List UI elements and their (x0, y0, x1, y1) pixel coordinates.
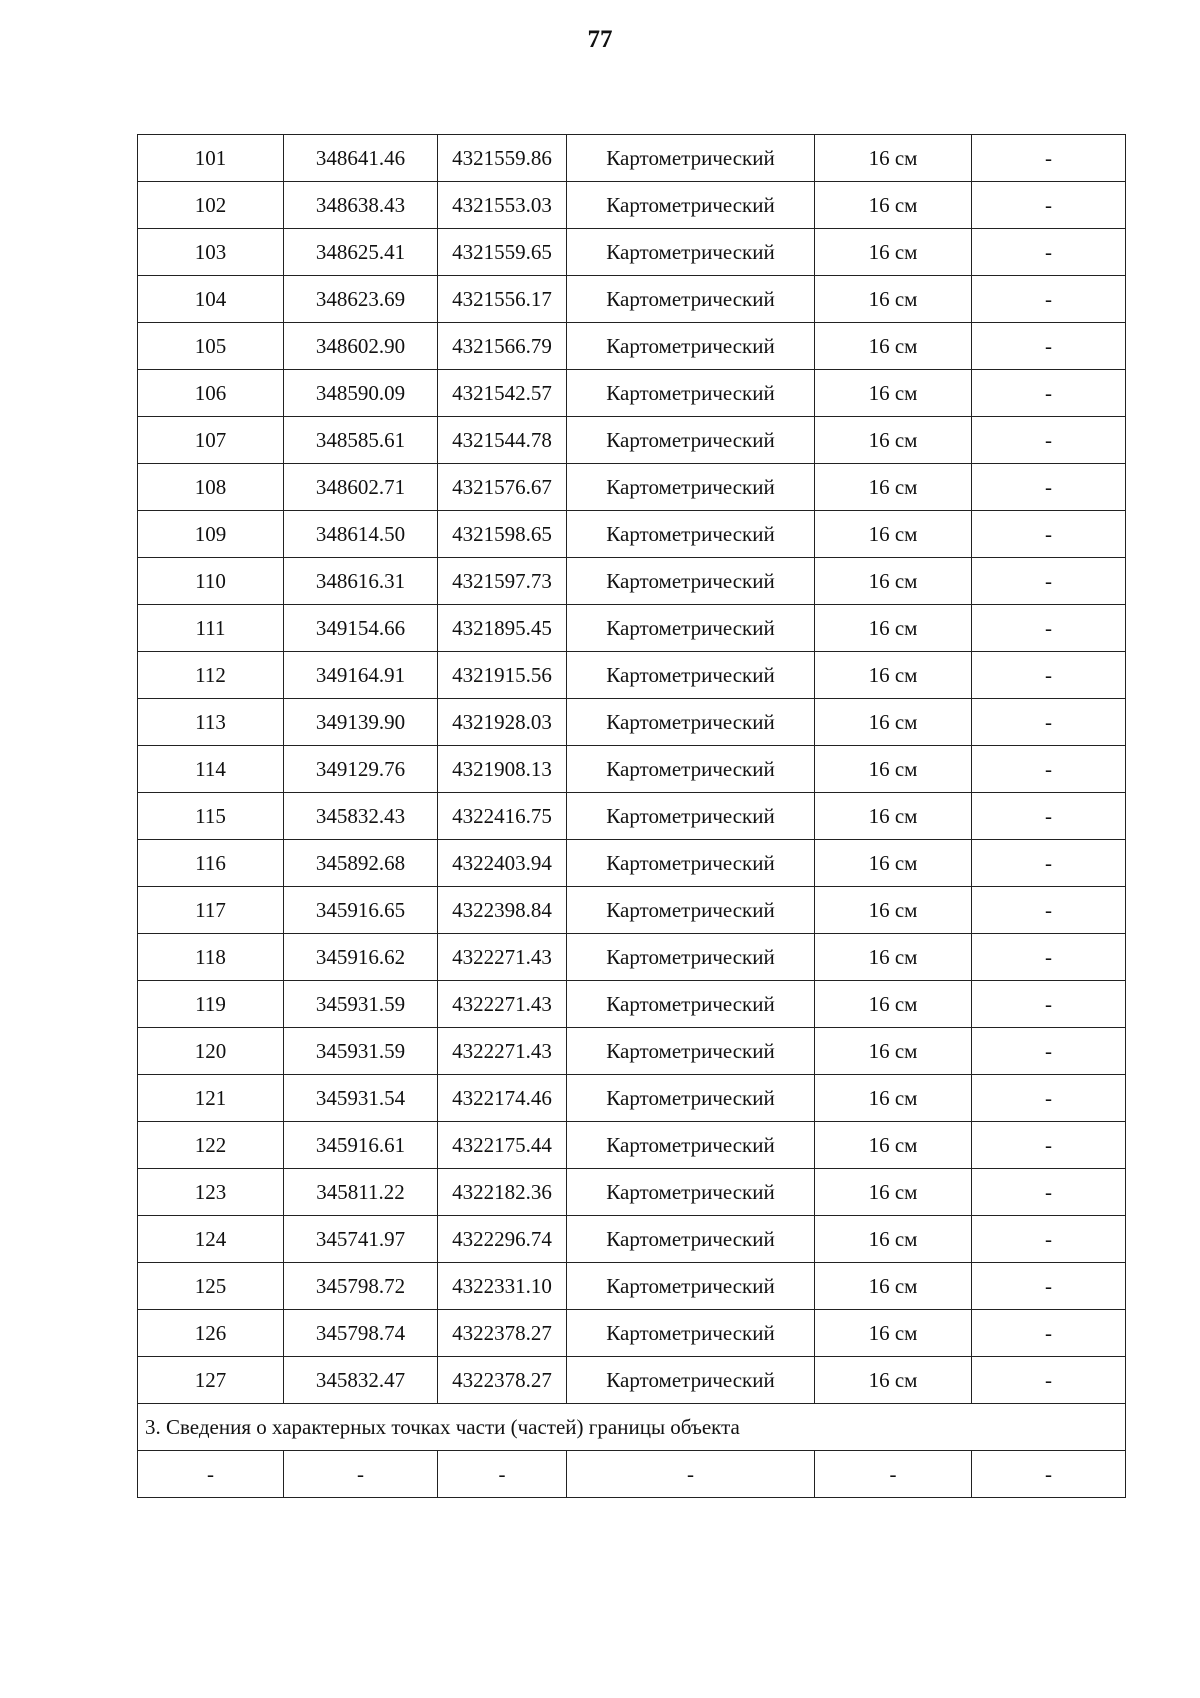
point-number-cell: 127 (138, 1357, 284, 1404)
accuracy-cell: 16 см (815, 652, 972, 699)
y-coordinate-cell: 4321559.65 (438, 229, 567, 276)
x-coordinate-cell: 348602.90 (284, 323, 438, 370)
table-body (138, 135, 1126, 1498)
description-cell: - (972, 1357, 1126, 1404)
method-cell: Картометрический (567, 1216, 815, 1263)
description-cell: - (972, 276, 1126, 323)
method-cell: Картометрический (567, 981, 815, 1028)
accuracy-cell: 16 см (815, 1028, 972, 1075)
accuracy-cell: 16 см (815, 981, 972, 1028)
point-number-cell: 102 (138, 182, 284, 229)
section-title-row (138, 1404, 1126, 1451)
method-cell: Картометрический (567, 558, 815, 605)
point-number-cell: 103 (138, 229, 284, 276)
y-coordinate-cell: 4321556.17 (438, 276, 567, 323)
description-cell: - (972, 1075, 1126, 1122)
y-coordinate-cell: 4321915.56 (438, 652, 567, 699)
accuracy-cell: 16 см (815, 793, 972, 840)
y-coordinate-cell: 4321928.03 (438, 699, 567, 746)
x-coordinate-cell: 348585.61 (284, 417, 438, 464)
x-coordinate-cell: 345741.97 (284, 1216, 438, 1263)
point-number-cell: 112 (138, 652, 284, 699)
description-cell: - (972, 1451, 1126, 1498)
method-cell: Картометрический (567, 1263, 815, 1310)
point-number-cell: 118 (138, 934, 284, 981)
point-number-cell: 107 (138, 417, 284, 464)
y-coordinate-cell: 4322398.84 (438, 887, 567, 934)
description-cell: - (972, 370, 1126, 417)
x-coordinate-cell: 345798.72 (284, 1263, 438, 1310)
accuracy-cell: 16 см (815, 605, 972, 652)
table-row (138, 558, 1126, 605)
accuracy-cell: 16 см (815, 1357, 972, 1404)
point-number-cell: 122 (138, 1122, 284, 1169)
method-cell: Картометрический (567, 276, 815, 323)
x-coordinate-cell: 348614.50 (284, 511, 438, 558)
method-cell: - (567, 1451, 815, 1498)
description-cell: - (972, 652, 1126, 699)
point-number-cell: 105 (138, 323, 284, 370)
description-cell: - (972, 464, 1126, 511)
accuracy-cell: 16 см (815, 558, 972, 605)
accuracy-cell: 16 см (815, 746, 972, 793)
point-number-cell: 110 (138, 558, 284, 605)
accuracy-cell: 16 см (815, 840, 972, 887)
y-coordinate-cell: 4322182.36 (438, 1169, 567, 1216)
x-coordinate-cell: 345931.59 (284, 1028, 438, 1075)
method-cell: Картометрический (567, 840, 815, 887)
x-coordinate-cell: 345832.43 (284, 793, 438, 840)
y-coordinate-cell: - (438, 1451, 567, 1498)
y-coordinate-cell: 4322378.27 (438, 1357, 567, 1404)
point-number-cell: 121 (138, 1075, 284, 1122)
method-cell: Картометрический (567, 1169, 815, 1216)
method-cell: Картометрический (567, 135, 815, 182)
method-cell: Картометрический (567, 229, 815, 276)
method-cell: Картометрический (567, 793, 815, 840)
description-cell: - (972, 840, 1126, 887)
table-row (138, 276, 1126, 323)
method-cell: Картометрический (567, 1028, 815, 1075)
accuracy-cell: 16 см (815, 229, 972, 276)
y-coordinate-cell: 4322296.74 (438, 1216, 567, 1263)
method-cell: Картометрический (567, 887, 815, 934)
point-number-cell: 124 (138, 1216, 284, 1263)
accuracy-cell: 16 см (815, 135, 972, 182)
point-number-cell: 115 (138, 793, 284, 840)
table-row (138, 323, 1126, 370)
table-row (138, 1216, 1126, 1263)
table-row (138, 934, 1126, 981)
x-coordinate-cell: 348625.41 (284, 229, 438, 276)
description-cell: - (972, 229, 1126, 276)
description-cell: - (972, 1169, 1126, 1216)
y-coordinate-cell: 4322175.44 (438, 1122, 567, 1169)
table-row (138, 652, 1126, 699)
table-row (138, 1263, 1126, 1310)
point-number-cell: 114 (138, 746, 284, 793)
y-coordinate-cell: 4321576.67 (438, 464, 567, 511)
description-cell: - (972, 1216, 1126, 1263)
x-coordinate-cell: 348616.31 (284, 558, 438, 605)
point-number-cell: 123 (138, 1169, 284, 1216)
table-row (138, 793, 1126, 840)
point-number-cell: 108 (138, 464, 284, 511)
description-cell: - (972, 511, 1126, 558)
accuracy-cell: 16 см (815, 276, 972, 323)
description-cell: - (972, 1028, 1126, 1075)
y-coordinate-cell: 4321895.45 (438, 605, 567, 652)
table-row (138, 1451, 1126, 1498)
accuracy-cell: 16 см (815, 1169, 972, 1216)
method-cell: Картометрический (567, 699, 815, 746)
point-number-cell: 109 (138, 511, 284, 558)
description-cell: - (972, 887, 1126, 934)
table-row (138, 981, 1126, 1028)
section-title: 3. Сведения о характерных точках части (частей) границы объекта (138, 1404, 1126, 1451)
accuracy-cell: 16 см (815, 887, 972, 934)
accuracy-cell: 16 см (815, 699, 972, 746)
x-coordinate-cell: 345931.59 (284, 981, 438, 1028)
method-cell: Картометрический (567, 323, 815, 370)
x-coordinate-cell: 345931.54 (284, 1075, 438, 1122)
description-cell: - (972, 981, 1126, 1028)
method-cell: Картометрический (567, 1357, 815, 1404)
description-cell: - (972, 605, 1126, 652)
description-cell: - (972, 1310, 1126, 1357)
table-row (138, 1122, 1126, 1169)
y-coordinate-cell: 4322271.43 (438, 1028, 567, 1075)
x-coordinate-cell: 348590.09 (284, 370, 438, 417)
accuracy-cell: 16 см (815, 370, 972, 417)
y-coordinate-cell: 4321553.03 (438, 182, 567, 229)
description-cell: - (972, 746, 1126, 793)
x-coordinate-cell: 348602.71 (284, 464, 438, 511)
y-coordinate-cell: 4322271.43 (438, 981, 567, 1028)
accuracy-cell: 16 см (815, 511, 972, 558)
table-row (138, 1075, 1126, 1122)
table-row (138, 1357, 1126, 1404)
method-cell: Картометрический (567, 652, 815, 699)
table-row (138, 182, 1126, 229)
method-cell: Картометрический (567, 370, 815, 417)
x-coordinate-cell: 345798.74 (284, 1310, 438, 1357)
table-row (138, 1310, 1126, 1357)
point-number-cell: 113 (138, 699, 284, 746)
x-coordinate-cell: 349154.66 (284, 605, 438, 652)
y-coordinate-cell: 4322378.27 (438, 1310, 567, 1357)
x-coordinate-cell: 345832.47 (284, 1357, 438, 1404)
point-number-cell: - (138, 1451, 284, 1498)
table-row (138, 229, 1126, 276)
method-cell: Картометрический (567, 182, 815, 229)
x-coordinate-cell: 345811.22 (284, 1169, 438, 1216)
accuracy-cell: 16 см (815, 1263, 972, 1310)
y-coordinate-cell: 4322403.94 (438, 840, 567, 887)
description-cell: - (972, 182, 1126, 229)
y-coordinate-cell: 4321542.57 (438, 370, 567, 417)
y-coordinate-cell: 4321598.65 (438, 511, 567, 558)
method-cell: Картометрический (567, 934, 815, 981)
accuracy-cell: 16 см (815, 464, 972, 511)
x-coordinate-cell: 345892.68 (284, 840, 438, 887)
description-cell: - (972, 558, 1126, 605)
description-cell: - (972, 417, 1126, 464)
x-coordinate-cell: 345916.62 (284, 934, 438, 981)
table-row (138, 1028, 1126, 1075)
y-coordinate-cell: 4321544.78 (438, 417, 567, 464)
point-number-cell: 104 (138, 276, 284, 323)
description-cell: - (972, 135, 1126, 182)
x-coordinate-cell: 349164.91 (284, 652, 438, 699)
point-number-cell: 101 (138, 135, 284, 182)
accuracy-cell: - (815, 1451, 972, 1498)
table-row (138, 370, 1126, 417)
point-number-cell: 106 (138, 370, 284, 417)
point-number-cell: 120 (138, 1028, 284, 1075)
point-number-cell: 111 (138, 605, 284, 652)
y-coordinate-cell: 4321597.73 (438, 558, 567, 605)
table-row (138, 887, 1126, 934)
method-cell: Картометрический (567, 511, 815, 558)
x-coordinate-cell: 348638.43 (284, 182, 438, 229)
description-cell: - (972, 699, 1126, 746)
x-coordinate-cell: 349129.76 (284, 746, 438, 793)
x-coordinate-cell: 345916.61 (284, 1122, 438, 1169)
table-row (138, 746, 1126, 793)
method-cell: Картометрический (567, 1310, 815, 1357)
accuracy-cell: 16 см (815, 1122, 972, 1169)
x-coordinate-cell: 348641.46 (284, 135, 438, 182)
point-number-cell: 119 (138, 981, 284, 1028)
description-cell: - (972, 1122, 1126, 1169)
method-cell: Картометрический (567, 1075, 815, 1122)
accuracy-cell: 16 см (815, 417, 972, 464)
accuracy-cell: 16 см (815, 182, 972, 229)
accuracy-cell: 16 см (815, 1075, 972, 1122)
description-cell: - (972, 323, 1126, 370)
accuracy-cell: 16 см (815, 934, 972, 981)
table-row (138, 464, 1126, 511)
accuracy-cell: 16 см (815, 323, 972, 370)
point-number-cell: 125 (138, 1263, 284, 1310)
y-coordinate-cell: 4321566.79 (438, 323, 567, 370)
x-coordinate-cell: 348623.69 (284, 276, 438, 323)
table-row (138, 1169, 1126, 1216)
method-cell: Картометрический (567, 417, 815, 464)
table-row (138, 511, 1126, 558)
description-cell: - (972, 934, 1126, 981)
point-number-cell: 117 (138, 887, 284, 934)
y-coordinate-cell: 4322271.43 (438, 934, 567, 981)
y-coordinate-cell: 4322416.75 (438, 793, 567, 840)
description-cell: - (972, 793, 1126, 840)
y-coordinate-cell: 4321559.86 (438, 135, 567, 182)
point-number-cell: 116 (138, 840, 284, 887)
accuracy-cell: 16 см (815, 1216, 972, 1263)
x-coordinate-cell: 349139.90 (284, 699, 438, 746)
y-coordinate-cell: 4321908.13 (438, 746, 567, 793)
page-number: 77 (587, 26, 613, 53)
method-cell: Картометрический (567, 746, 815, 793)
table-row (138, 417, 1126, 464)
y-coordinate-cell: 4322331.10 (438, 1263, 567, 1310)
table-row (138, 135, 1126, 182)
method-cell: Картометрический (567, 605, 815, 652)
x-coordinate-cell: 345916.65 (284, 887, 438, 934)
table-row (138, 840, 1126, 887)
method-cell: Картометрический (567, 1122, 815, 1169)
accuracy-cell: 16 см (815, 1310, 972, 1357)
coordinates-table (137, 134, 1126, 1498)
x-coordinate-cell: - (284, 1451, 438, 1498)
point-number-cell: 126 (138, 1310, 284, 1357)
description-cell: - (972, 1263, 1126, 1310)
table-row (138, 699, 1126, 746)
y-coordinate-cell: 4322174.46 (438, 1075, 567, 1122)
method-cell: Картометрический (567, 464, 815, 511)
table-row (138, 605, 1126, 652)
